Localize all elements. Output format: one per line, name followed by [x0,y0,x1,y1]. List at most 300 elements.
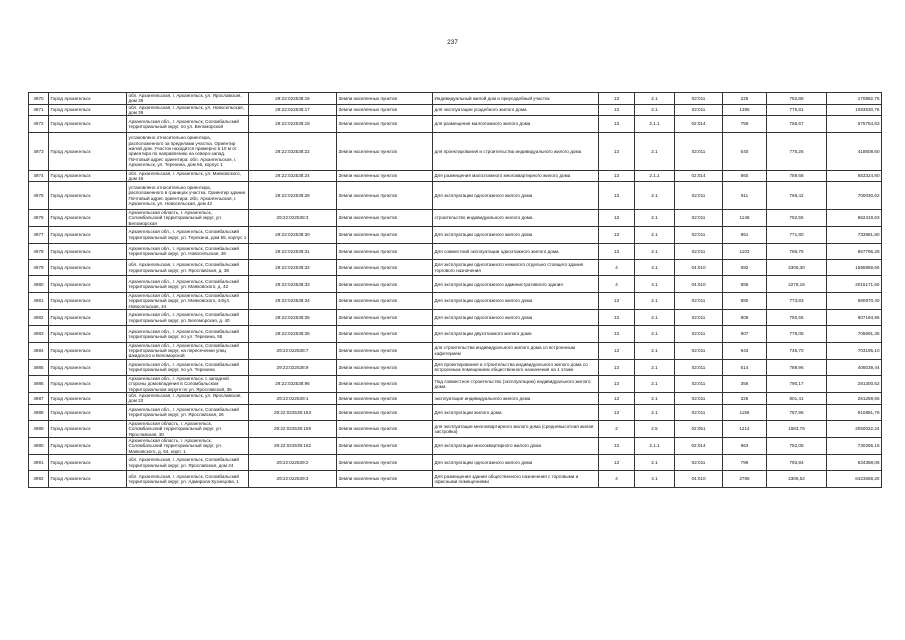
address-cell: обл. Архангельская, г. Архангельск, ул. Ярославская, дом 35 [127,93,249,105]
area-cell: 963 [723,437,767,454]
cadastral-number-cell: 29:22:022538:30 [249,227,337,243]
area-cell: 860 [723,170,767,182]
evaluation-group-cell: 02:051 [675,421,723,438]
municipality-cell: Город Архангельск [49,437,127,454]
evaluation-group-cell: 04:010 [675,471,723,487]
permitted-use-cell: Для размещения малоэтажного многоквартирного жилого дома [433,170,599,182]
use-code-cell: 2.1 [635,132,675,170]
use-code-cell: 4.1 [635,276,675,292]
cadastral-number-cell: 29:22:022538:3 [249,210,337,227]
use-group-cell: 13 [599,132,635,170]
cadastral-number-cell: 29:22:022539:3 [249,471,337,487]
specific-value-cell: 2278,16 [767,276,827,292]
table-row [29,359,882,375]
land-category-cell: Земли населенных пунктов [337,471,433,487]
municipality-cell: Город Архангельск [49,292,127,309]
cadastral-number-cell: 29:22:022538:35 [249,309,337,325]
address-cell: Архангельская обл., г. Архангельск, Соломбальский территориальный округ, ул. Терехина, дом 55, корпус 1 [127,227,249,243]
use-group-cell: 13 [599,227,635,243]
evaluation-group-cell: 02:011 [675,376,723,393]
row-number-cell: 4971 [29,104,49,116]
specific-value-cell: 752,89 [767,93,827,105]
row-number-cell: 4975 [29,182,49,210]
cadastral-number-cell: 29:22:022538:33 [249,276,337,292]
use-code-cell: 2.1 [635,93,675,105]
evaluation-group-cell: 02:011 [675,93,723,105]
land-category-cell: Земли населенных пунктов [337,93,433,105]
specific-value-cell: 745,70 [767,342,827,359]
use-group-cell: 13 [599,93,635,105]
evaluation-group-cell: 02:011 [675,393,723,405]
cadastral-value-cell: 2016171,60 [827,276,882,292]
land-category-cell: Земли населенных пунктов [337,421,433,438]
evaluation-group-cell: 04:010 [675,276,723,292]
permitted-use-cell: Для проектирования и строительства индивидуального жилого дома со встроенным помещением общественного назначения на 1 этаже [433,359,599,375]
land-category-cell: Земли населенных пунктов [337,309,433,325]
row-number-cell: 4992 [29,471,49,487]
table-row [29,227,882,243]
row-number-cell: 4984 [29,342,49,359]
municipality-cell: Город Архангельск [49,326,127,342]
area-cell: 1214 [723,421,767,438]
cadastral-number-cell: 29:22:022538:31 [249,243,337,259]
row-number-cell: 4986 [29,376,49,393]
address-cell: Архангельская обл., г. Архангельск, Соломбальский территориальный округ, ул. Маяковского, д. 42 [127,276,249,292]
use-code-cell: 2.1.1 [635,437,675,454]
table-row [29,243,882,259]
row-number-cell: 4990 [29,437,49,454]
cadastral-number-cell: 29:22:022539:1 [249,393,337,405]
evaluation-group-cell: 02:014 [675,116,723,132]
land-category-cell: Земли населенных пунктов [337,454,433,470]
cadastral-value-cell: 634388,06 [827,454,882,470]
land-category-cell: Земли населенных пунктов [337,132,433,170]
row-number-cell: 4982 [29,309,49,325]
address-cell: Архангельская обл., г. Архангельск, Соломбальский территориальный округ, ул. Новосельская, 36 [127,243,249,259]
address-cell: обл. Архангельская, г. Архангельск, ул. Ярославская, дом 22 [127,393,249,405]
municipality-cell: Город Архангельск [49,421,127,438]
cadastral-number-cell: 29:22:022538:17 [249,104,337,116]
row-number-cell: 4980 [29,276,49,292]
land-category-cell: Земли населенных пунктов [337,326,433,342]
evaluation-group-cell: 02:011 [675,292,723,309]
land-category-cell: Земли населенных пунктов [337,292,433,309]
use-code-cell: 2.1 [635,182,675,210]
municipality-cell: Город Архангельск [49,116,127,132]
land-category-cell: Земли населенных пунктов [337,393,433,405]
permitted-use-cell: Для размещения здания общественного назначения с торговыми и офисными помещениями [433,471,599,487]
row-number-cell: 4991 [29,454,49,470]
specific-value-cell: 752,55 [767,210,827,227]
area-cell: 799 [723,454,767,470]
table-row [29,104,882,116]
row-number-cell: 4978 [29,243,49,259]
permitted-use-cell: Для эксплуатации двухэтажного жилого дома [433,326,599,342]
land-category-cell: Земли населенных пунктов [337,116,433,132]
row-number-cell: 4970 [29,93,49,105]
address-cell: обл. Архангельская, г. Архангельск, ул. Новосельская, дом 39 [127,104,249,116]
municipality-cell: Город Архангельск [49,393,127,405]
area-cell: 692 [723,259,767,275]
address-cell: Архангельская обл., г. Архангельск, Соломбальский территориальный округ, ул. Ярославская, 26 [127,404,249,420]
use-group-cell: 13 [599,326,635,342]
use-code-cell: 2.1 [635,404,675,420]
table-row [29,116,882,132]
cadastral-value-cell: 733981,80 [827,227,882,243]
cadastral-number-cell: 29:22:022538:28 [249,182,337,210]
area-cell: 326 [723,393,767,405]
use-group-cell: 4 [599,259,635,275]
cadastral-number-cell: 29:22:022538:24 [249,170,337,182]
row-number-cell: 4989 [29,421,49,438]
cadastral-value-cell: 281300,52 [827,376,882,393]
cadastral-number-cell: 29:22:022539:159 [249,421,337,438]
cadastral-value-cell: 653324,80 [827,170,882,182]
specific-value-cell: 750,55 [767,309,827,325]
permitted-use-cell: Для эксплуатации одноэтажного жилого дома [433,227,599,243]
use-group-cell: 13 [599,437,635,454]
use-code-cell: 2.1 [635,454,675,470]
row-number-cell: 4973 [29,132,49,170]
row-number-cell: 4983 [29,326,49,342]
row-number-cell: 4972 [29,116,49,132]
land-category-cell: Земли населенных пунктов [337,227,433,243]
table-row [29,276,882,292]
row-number-cell: 4974 [29,170,49,182]
cadastral-number-cell: 29:22:022539:162 [249,437,337,454]
evaluation-group-cell: 02:011 [675,342,723,359]
use-group-cell: 13 [599,292,635,309]
table-row [29,437,882,454]
area-cell: 540 [723,132,767,170]
area-cell: 356 [723,376,767,393]
permitted-use-cell: Для совместной эксплуатации одноэтажного жилого дома [433,243,599,259]
cadastral-value-cell: 730265,15 [827,437,882,454]
row-number-cell: 4979 [29,259,49,275]
cadastral-value-cell: 170882,75 [827,93,882,105]
table-row [29,210,882,227]
area-cell: 514 [723,359,767,375]
evaluation-group-cell: 02:011 [675,309,723,325]
use-code-cell: 2.1 [635,210,675,227]
cadastral-value-cell: 575754,63 [827,116,882,132]
permitted-use-cell: Для эксплуатации многоквартирного жилого дома [433,437,599,454]
use-group-cell: 13 [599,359,635,375]
area-cell: 951 [723,227,767,243]
area-cell: 1156 [723,404,767,420]
permitted-use-cell: Для эксплуатации одноэтажного нежилого отдельно стоящего здания торгового назначения [433,259,599,275]
cadastral-value-cell: 867796,28 [827,243,882,259]
land-category-cell: Земли населенных пунктов [337,404,433,420]
use-code-cell: 2.1 [635,359,675,375]
address-cell: обл. Архангельская, г. Архангельск, ул. Маяковского, дом 46 [127,170,249,182]
permitted-use-cell: для эксплуатации усадебного жилого дома [433,104,599,116]
permitted-use-cell: Для эксплуатации одноэтажного жилого дома [433,454,599,470]
cadastral-number-cell: 29:22:022538:22 [249,132,337,170]
evaluation-group-cell: 02:014 [675,437,723,454]
cadastral-value-cell: 700030,62 [827,182,882,210]
evaluation-group-cell: 02:011 [675,404,723,420]
table-row [29,170,882,182]
evaluation-group-cell: 02:011 [675,182,723,210]
municipality-cell: Город Архангельск [49,359,127,375]
table-row [29,309,882,325]
cadastral-value-table [28,92,882,488]
table-row [29,421,882,438]
area-cell: 907 [723,326,767,342]
municipality-cell: Город Архангельск [49,259,127,275]
evaluation-group-cell: 02:011 [675,454,723,470]
specific-value-cell: 758,67 [767,116,827,132]
cadastral-number-cell: 29:22:022538:96 [249,376,337,393]
cadastral-value-cell: 680970,40 [827,292,882,309]
address-cell: Архангельская обл., г. Архангельск, с западной стороны домовладения в Соломбальском территориальном округе по ул. Ярославской, 35 [127,376,249,393]
specific-value-cell: 801,41 [767,393,827,405]
table-row [29,182,882,210]
evaluation-group-cell: 02:014 [675,170,723,182]
municipality-cell: Город Архангельск [49,93,127,105]
use-group-cell: 13 [599,170,635,182]
use-group-cell: 13 [599,404,635,420]
area-cell: 225 [723,93,767,105]
specific-value-cell: 790,17 [767,376,827,393]
specific-value-cell: 1683,76 [767,421,827,438]
municipality-cell: Город Архангельск [49,309,127,325]
address-cell: Архангельская обл., г. Архангельск, Соломбальский территориальный округ, по ул. Терехина [127,359,249,375]
cadastral-number-cell: 29:22:022538:16 [249,93,337,105]
cadastral-value-cell: 703195,10 [827,342,882,359]
use-code-cell: 4.1 [635,259,675,275]
address-cell: Архангельская область, г. Архангельск, Соломбальский территориальный округ, ул. Маяковского, д. 54, корп. 1 [127,437,249,454]
area-cell: 880 [723,292,767,309]
address-cell: обл. Архангельская, г. Архангельск, Соломбальский территориальный округ, ул. Ярославская, дом 24 [127,454,249,470]
land-category-cell: Земли населенных пунктов [337,104,433,116]
use-group-cell: 13 [599,210,635,227]
use-code-cell: 4.1 [635,471,675,487]
specific-value-cell: 2306,52 [767,471,827,487]
use-group-cell: 2 [599,421,635,438]
table-row [29,393,882,405]
specific-value-cell: 789,96 [767,359,827,375]
evaluation-group-cell: 02:011 [675,359,723,375]
use-group-cell: 13 [599,116,635,132]
specific-value-cell: 787,96 [767,404,827,420]
table-row [29,376,882,393]
table-row [29,404,882,420]
area-cell: 885 [723,276,767,292]
municipality-cell: Город Архангельск [49,182,127,210]
permitted-use-cell: для эксплуатации многоквартирного жилого дома (средневысотная жилая застройка) [433,421,599,438]
specific-value-cell: 786,76 [767,243,827,259]
use-code-cell: 2.1.1 [635,116,675,132]
row-number-cell: 4976 [29,210,49,227]
cadastral-number-cell: 29:22:022539:153 [249,404,337,420]
table-row [29,326,882,342]
row-number-cell: 4977 [29,227,49,243]
municipality-cell: Город Архангельск [49,342,127,359]
address-cell: Архангельская обл., г. Архангельск, Соломбальский территориальный округ, ул. Маяковского, 44/ул. Новосельская, 44 [127,292,249,309]
address-cell: Архангельская обл., г. Архангельск, Соломбальский территориальный округ, по ул. Беломорской [127,116,249,132]
use-code-cell: 2.1 [635,326,675,342]
address-cell: установлено относительно ориентира, расположенного за пределами участка. Ориентир жилой дом. Участок находится примерно в 10 м от ориентира по направлению на северо-запад. Почтовый адрес ориентира: обл. Архангельская, г. Архангельск, ул. Терехина, дом 56, корпус 1 [127,132,249,170]
land-category-cell: Земли населенных пунктов [337,210,433,227]
use-group-cell: 13 [599,393,635,405]
cadastral-value-cell: 261259,66 [827,393,882,405]
permitted-use-cell: Индивидуальный жилой дом и приусадебный участок [433,93,599,105]
address-cell: Архангельская обл., г. Архангельск, Соломбальский территориальный округ, по ул. Терехина, 55 [127,326,249,342]
municipality-cell: Город Архангельск [49,471,127,487]
table-row [29,132,882,170]
address-cell: установлено относительно ориентира, расположенного в границах участка. Ориентир здание. Почтовый адрес ориентира: обл. Архангельская, г. Архангельск, ул. Новосельская, дом 42 [127,182,249,210]
municipality-cell: Город Архангельск [49,104,127,116]
cadastral-value-cell: 1083530,76 [827,104,882,116]
permitted-use-cell: Для эксплуатации одноэтажного жилого дома [433,292,599,309]
use-code-cell: 2.1 [635,292,675,309]
cadastral-number-cell: 29:22:022538:32 [249,259,337,275]
permitted-use-cell: Для эксплуатации одноэтажного жилого дома [433,182,599,210]
area-cell: 1103 [723,243,767,259]
municipality-cell: Город Архангельск [49,376,127,393]
specific-value-cell: 793,84 [767,454,827,470]
municipality-cell: Город Архангельск [49,210,127,227]
row-number-cell: 4985 [29,359,49,375]
land-category-cell: Земли населенных пунктов [337,259,433,275]
table-row [29,342,882,359]
table-row [29,471,882,487]
municipality-cell: Город Архангельск [49,132,127,170]
cadastral-value-cell: 6423658,20 [827,471,882,487]
municipality-cell: Город Архангельск [49,170,127,182]
permitted-use-cell: эксплуатация индивидуального жилого дома [433,393,599,405]
land-category-cell: Земли населенных пунктов [337,276,433,292]
table-row [29,292,882,309]
use-code-cell: 2.1 [635,393,675,405]
municipality-cell: Город Архангельск [49,404,127,420]
cadastral-value-cell: 607194,95 [827,309,882,325]
address-cell: обл. Архангельская, г. Архангельск, Соломбальский территориальный округ, ул. Ярославская, д. 38 [127,259,249,275]
evaluation-group-cell: 02:011 [675,104,723,116]
specific-value-cell: 775,26 [767,132,827,170]
cadastral-value-cell: 1595959,60 [827,259,882,275]
use-group-cell: 13 [599,454,635,470]
cadastral-number-cell: 29:22:022538:34 [249,292,337,309]
page-number: 237 [447,39,458,46]
municipality-cell: Город Архангельск [49,243,127,259]
specific-value-cell: 771,80 [767,227,827,243]
cadastral-value-cell: 2050022,24 [827,421,882,438]
use-group-cell: 4 [599,276,635,292]
area-cell: 2785 [723,471,767,487]
evaluation-group-cell: 02:011 [675,326,723,342]
address-cell: Архангельская область, г. Архангельск, Соломбальский территориальный округ, ул. Ярославская, 30 [127,421,249,438]
use-code-cell: 2.1 [635,309,675,325]
specific-value-cell: 773,83 [767,292,827,309]
use-group-cell: 13 [599,309,635,325]
municipality-cell: Город Архангельск [49,227,127,243]
specific-value-cell: 759,68 [767,170,827,182]
use-group-cell: 13 [599,243,635,259]
cadastral-number-cell: 29:22:022538:36 [249,326,337,342]
evaluation-group-cell: 04:010 [675,259,723,275]
area-cell: 809 [723,309,767,325]
address-cell: Архангельская область, г. Архангельск, Соломбальский территориальный округ, ул. Беломорская [127,210,249,227]
table-row [29,454,882,470]
use-code-cell: 2.1.1 [635,170,675,182]
permitted-use-cell: Для эксплуатации жилого дома [433,404,599,420]
area-cell: 1146 [723,210,767,227]
permitted-use-cell: для строительства индивидуального жилого дома со встроенным кафетерием [433,342,599,359]
specific-value-cell: 2306,30 [767,259,827,275]
cadastral-number-cell: 29:22:022538:9 [249,359,337,375]
evaluation-group-cell: 02:011 [675,210,723,227]
permitted-use-cell: строительство индивидуального жилого дома [433,210,599,227]
cadastral-value-cell: 910881,76 [827,404,882,420]
area-cell: 1395 [723,104,767,116]
use-group-cell: 13 [599,342,635,359]
permitted-use-cell: Для эксплуатации одноэтажного административного здания [433,276,599,292]
land-category-cell: Земли населенных пунктов [337,342,433,359]
use-code-cell: 2.1 [635,104,675,116]
land-category-cell: Земли населенных пунктов [337,359,433,375]
specific-value-cell: 768,42 [767,182,827,210]
use-code-cell: 2.1 [635,243,675,259]
row-number-cell: 4988 [29,404,49,420]
use-code-cell: 2.1 [635,376,675,393]
permitted-use-cell: Под совместное строительство (эксплуатацию) индивидуального жилого дома [433,376,599,393]
table-row [29,93,882,105]
row-number-cell: 4987 [29,393,49,405]
use-group-cell: 13 [599,104,635,116]
permitted-use-cell: для размещения малоэтажного жилого дома [433,116,599,132]
land-category-cell: Земли населенных пунктов [337,376,433,393]
evaluation-group-cell: 02:011 [675,243,723,259]
use-group-cell: 13 [599,182,635,210]
table-body [29,93,882,488]
use-code-cell: 2.1 [635,342,675,359]
evaluation-group-cell: 02:011 [675,132,723,170]
specific-value-cell: 752,05 [767,437,827,454]
area-cell: 911 [723,182,767,210]
use-group-cell: 13 [599,376,635,393]
cadastral-number-cell: 29:22:022538:18 [249,116,337,132]
land-category-cell: Земли населенных пунктов [337,182,433,210]
evaluation-group-cell: 02:011 [675,227,723,243]
land-category-cell: Земли населенных пунктов [337,437,433,454]
use-group-cell: 4 [599,471,635,487]
specific-value-cell: 778,05 [767,326,827,342]
permitted-use-cell: Для эксплуатации одноэтажного жилого дома [433,309,599,325]
cadastral-number-cell: 29:22:022539:2 [249,454,337,470]
cadastral-number-cell: 29:22:022538:7 [249,342,337,359]
use-code-cell: 2.1 [635,227,675,243]
municipality-cell: Город Архангельск [49,276,127,292]
address-cell: Архангельская обл., г. Архангельск, Соломбальский территориальный округ, ул. Беломорская, д. 40 [127,309,249,325]
permitted-use-cell: для проектирования и строительства индивидуального жилого дома [433,132,599,170]
cadastral-value-cell: 862419,63 [827,210,882,227]
specific-value-cell: 775,81 [767,104,827,116]
municipality-cell: Город Архангельск [49,454,127,470]
land-category-cell: Земли населенных пунктов [337,243,433,259]
cadastral-value-cell: 705691,35 [827,326,882,342]
area-cell: 759 [723,116,767,132]
address-cell: обл. Архангельская, г. Архангельск, Соломбальский территориальный округ, ул. Адмирала Кузнецова, 1 [127,471,249,487]
area-cell: 943 [723,342,767,359]
table-row [29,259,882,275]
row-number-cell: 4981 [29,292,49,309]
land-category-cell: Земли населенных пунктов [337,170,433,182]
cadastral-value-cell: 418608,60 [827,132,882,170]
use-code-cell: 2.5 [635,421,675,438]
